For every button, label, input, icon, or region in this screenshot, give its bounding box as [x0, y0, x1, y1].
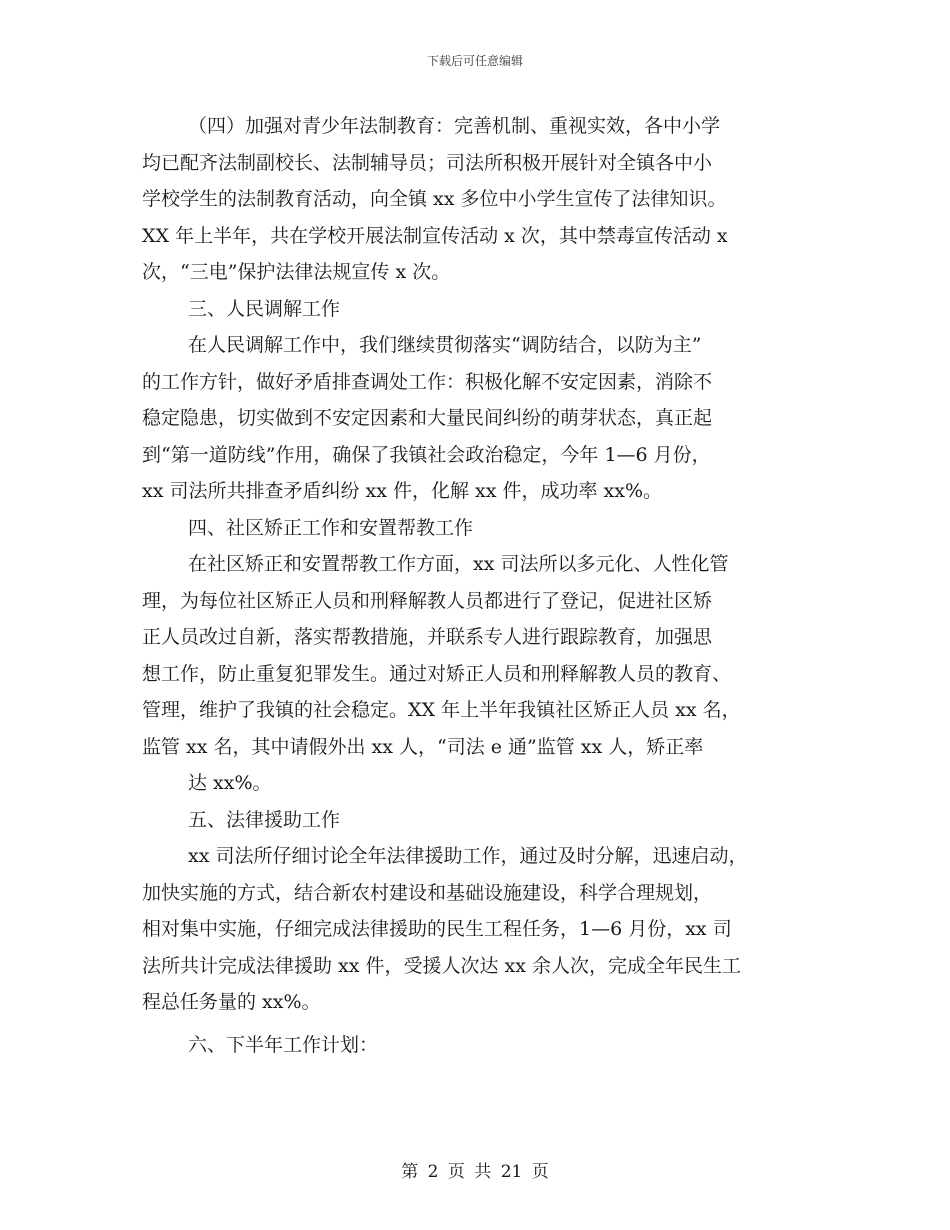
paragraph-line: 的工作方针，做好矛盾排查调处工作：积极化解不安定因素，消除不 [142, 370, 713, 393]
document-body [142, 108, 822, 1063]
paragraph-line: XX 年上半年，共在学校开展法制宣传活动 x 次，其中禁毒宣传活动 x [142, 224, 728, 247]
paragraph-line: 次，“三电”保护法律法规宣传 x 次。 [142, 261, 451, 283]
paragraph-line: xx 司法所仔细讨论全年法律援助工作，通过及时分解，迅速启动， [188, 845, 748, 867]
section-heading: 六、下半年工作计划： [188, 1033, 379, 1056]
paragraph-line: xx 司法所共排查矛盾纠纷 xx 件，化解 xx 件，成功率 xx%。 [142, 480, 663, 502]
paragraph-line: 正人员改过自新，落实帮教措施，并联系专人进行跟踪教育，加强思 [142, 626, 713, 648]
paragraph-line: 管理，维护了我镇的社会稳定。XX 年上半年我镇社区矫正人员 xx 名， [142, 699, 741, 721]
paragraph-line: 达 xx%。 [188, 772, 272, 794]
paragraph-line: 到“第一道防线”作用，确保了我镇社会政治稳定，今年 1—6 月份， [142, 443, 711, 466]
paragraph-line: 均已配齐法制副校长、法制辅导员；司法所积极开展针对全镇各中小 [142, 151, 713, 174]
paragraph-line: 监管 xx 名，其中请假外出 xx 人，“司法 e 通”监管 xx 人，矫正率 [142, 735, 704, 758]
page-indicator: 第 2 页 共 21 页 [401, 1162, 549, 1182]
paragraph-line: 加快实施的方式，结合新农村建设和基础设施建设，科学合理规划， [142, 881, 713, 904]
paragraph-line: 法所共计完成法律援助 xx 件，受援人次达 xx 余人次，完成全年民生工 [142, 954, 742, 977]
paragraph-line: 学校学生的法制教育活动，向全镇 xx 多位中小学生宣传了法律知识。 [142, 188, 727, 210]
paragraph-line: 在人民调解工作中，我们继续贯彻落实“调防结合，以防为主” [188, 334, 702, 356]
paragraph-line: 理，为每位社区矫正人员和刑释解教人员都进行了登记，促进社区矫 [142, 589, 713, 612]
paragraph-line: 想工作，防止重复犯罪发生。通过对矫正人员和刑释解教人员的教育、 [142, 662, 732, 685]
paragraph-line: 程总任务量的 xx%。 [142, 991, 321, 1013]
paragraph-line: 在社区矫正和安置帮教工作方面，xx 司法所以多元化、人性化管 [188, 553, 729, 575]
header-note: 下载后可任意编辑 [426, 54, 523, 68]
section-heading: 五、法律援助工作 [188, 808, 341, 831]
paragraph-line: 相对集中实施，仔细完成法律援助的民生工程任务，1—6 月份，xx 司 [142, 918, 732, 940]
paragraph-line: 稳定隐患，切实做到不安定因素和大量民间纠纷的萌芽状态，真正起 [142, 407, 713, 429]
section-heading: 四、社区矫正工作和安置帮教工作 [188, 516, 474, 539]
paragraph-line: （四）加强对青少年法制教育：完善机制、重视实效，各中小学 [188, 115, 721, 137]
section-heading: 三、人民调解工作 [188, 297, 341, 320]
